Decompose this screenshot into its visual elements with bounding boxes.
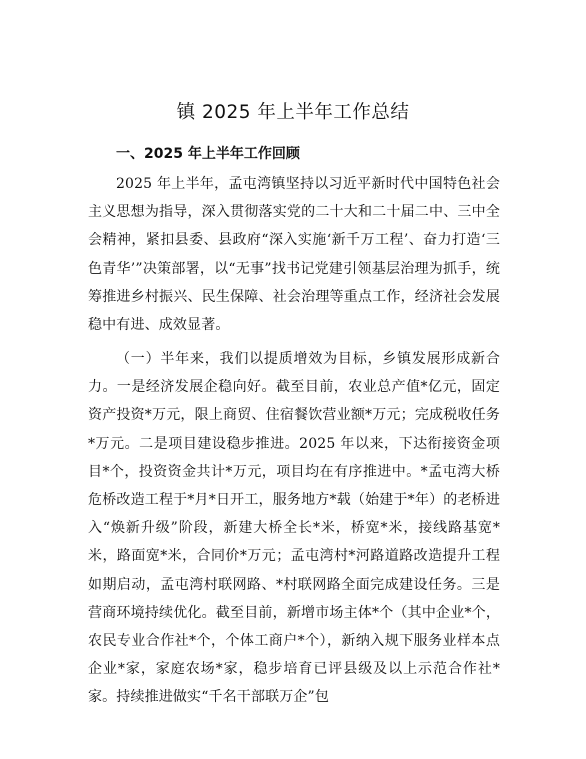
document-title: 镇 2025 年上半年工作总结 <box>176 102 410 123</box>
section-heading: 一、2025 年上半年工作回顾 <box>116 146 300 162</box>
body-paragraph-intro: 2025 年上半年，孟屯湾镇坚持以习近平新时代中国特色社会主义思想为指导，深入贯彻落实党的二十大和二十届二中、三中全会精神，紧扣县委、县政府“深入实施‘新千万工程’、奋力打造‘三色青华’”决策部署，以“无事”找书记党建引领基层治理为抓手，统筹推进乡村振兴、民生保障、社会治理等重点工作，经济社会发展稳中有进、成效显著。 <box>88 176 500 334</box>
body-paragraph-economy: （一）半年来，我们以提质增效为目标，乡镇发展形成新合力。一是经济发展企稳向好。截至目前，农业总产值*亿元，固定资产投资*万元，限上商贸、住宿餐饮营业额*万元；完成税收任务*万元。二是项目建设稳步推进。2025 年以来，下达衔接资金项目*个，投资资金共计*万元，项目均在有序推进中。*孟屯湾大桥危桥改造工程于*月*日开工，服务地方*载（始建于*年）的老桥进入“焕新升级”阶段，新建大桥全长*米，桥宽*米，接线路基宽*米，路面宽*米，合同价*万元；孟屯湾村*河路道路改造提升工程如期启动，孟屯湾村联网路、*村联网路全面完成建设任务。三是营商环境持续优化。截至目前，新增市场主体*个（其中企业*个，农民专业合作社*个，个体工商户*个），新纳入规下服务业样本点企业*家，家庭农场*家，稳步培育已评县级及以上示范合作社*家。持续推进做实“千名干部联万企”包 <box>88 351 500 706</box>
